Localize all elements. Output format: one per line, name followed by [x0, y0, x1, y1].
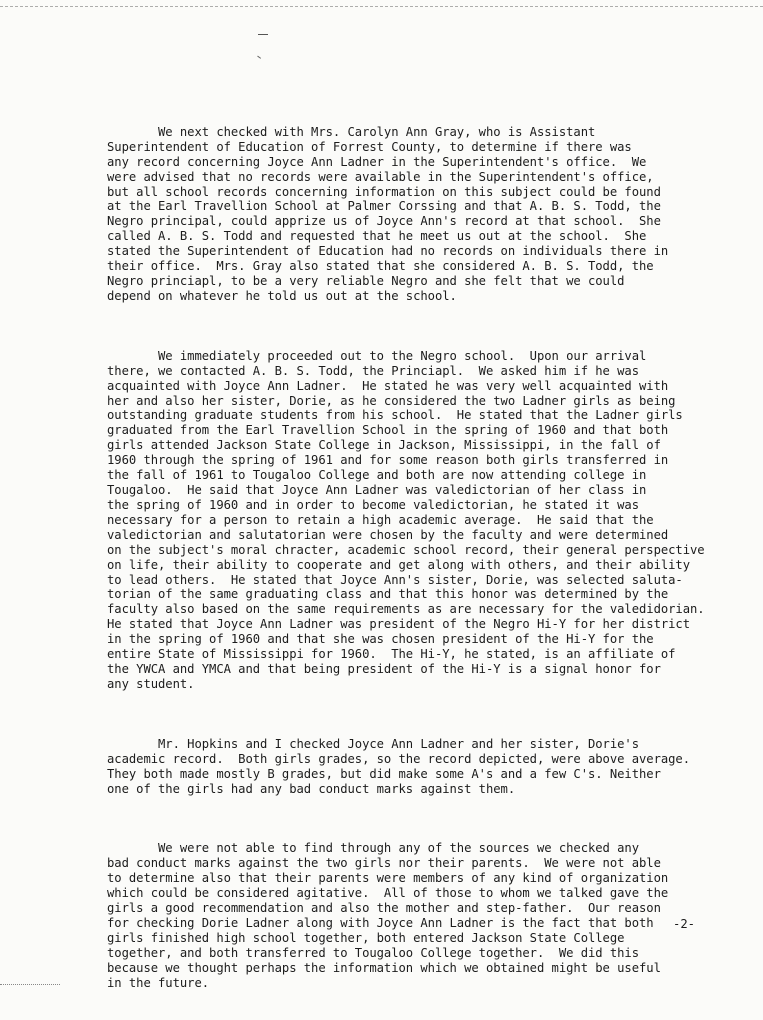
text-line: torian of the same graduating class and that this honor was determined by the: [107, 587, 669, 602]
text-line: valedictorian and salutatorian were chosen by the faculty and were determined: [107, 527, 669, 542]
text-line: Superintendent of Education of Forrest County, to determine if there was: [107, 139, 632, 154]
text-line: the fall of 1961 to Tougaloo College and both are now attending college in: [107, 468, 647, 483]
text-line: faculty also based on the same requirements as are necessary for the valedidorian.: [107, 602, 705, 617]
text-line: her and also her sister, Dorie, as he considered the two Ladner girls as being: [107, 393, 676, 408]
text-line: there, we contacted A. B. S. Todd, the Princiapl. We asked him if he was: [107, 363, 639, 378]
paragraph: [107, 841, 723, 990]
text-line: Negro princiapl, to be a very reliable Negro and she felt that we could: [107, 274, 625, 289]
text-line: to lead others. He stated that Joyce Ann's sister, Dorie, was selected saluta-: [107, 572, 683, 587]
text-line: outstanding graduate students from his school. He stated that the Ladner girls: [107, 408, 683, 423]
text-line: He stated that Joyce Ann Ladner was president of the Negro Hi-Y for her district: [107, 617, 691, 632]
text-line: We were not able to find through any of the sources we checked any: [107, 841, 639, 856]
text-line: depend on whatever he told us out at the school.: [107, 289, 457, 304]
text-line: at the Earl Travellion School at Palmer Corssing and that A. B. S. Todd, the: [107, 199, 661, 214]
text-line: acquainted with Joyce Ann Ladner. He stated he was very well acquainted with: [107, 378, 669, 393]
text-line: We next checked with Mrs. Carolyn Ann Gray, who is Assistant: [107, 124, 596, 139]
text-line: because we thought perhaps the information which we obtained might be useful: [107, 960, 661, 975]
text-line: in the spring of 1960 and that she was chosen president of the Hi-Y for the: [107, 632, 654, 647]
text-line: any record concerning Joyce Ann Ladner in the Superintendent's office. We: [107, 154, 647, 169]
text-line: graduated from the Earl Travellion School in the spring of 1960 and that both: [107, 423, 669, 438]
text-line: for checking Dorie Ladner along with Joyce Ann Ladner is the fact that both: [107, 915, 654, 930]
text-line: academic record. Both girls grades, so the record depicted, were above average.: [107, 751, 691, 766]
text-line: Negro principal, could apprize us of Joyce Ann's record at that school. She: [107, 214, 661, 229]
page-top-edge: [0, 0, 763, 7]
text-line: They both made mostly B grades, but did make some A's and a few C's. Neither: [107, 766, 661, 781]
text-line: the spring of 1960 and in order to become valedictorian, he stated it was: [107, 497, 639, 512]
text-line: their office. Mrs. Gray also stated that she considered A. B. S. Todd, the: [107, 259, 654, 274]
paragraph: [107, 349, 723, 692]
text-line: girls finished high school together, both entered Jackson State College: [107, 930, 625, 945]
text-line: on the subject's moral chracter, academic school record, their general perspective: [107, 542, 705, 557]
page-number: -2-: [673, 917, 696, 931]
stray-mark: [258, 34, 268, 35]
text-line: Mr. Hopkins and I checked Joyce Ann Ladner and her sister, Dorie's: [107, 736, 639, 751]
text-line: called A. B. S. Todd and requested that he meet us out at the school. She: [107, 229, 647, 244]
text-line: bad conduct marks against the two girls nor their parents. We were not able: [107, 856, 661, 871]
paragraph: [107, 125, 723, 304]
text-line: to determine also that their parents were members of any kind of organization: [107, 871, 669, 886]
text-line: entire State of Mississippi for 1960. The Hi-Y, he stated, is an affiliate of: [107, 647, 676, 662]
text-line: but all school records concerning information on this subject could be found: [107, 184, 661, 199]
text-line: girls attended Jackson State College in Jackson, Mississippi, in the fall of: [107, 438, 661, 453]
text-line: in the future.: [107, 975, 210, 990]
page-bottom-edge: [0, 984, 60, 987]
text-line: We immediately proceeded out to the Negro school. Upon our arrival: [107, 348, 647, 363]
paragraph: [107, 737, 723, 797]
text-line: necessary for a person to retain a high academic average. He said that the: [107, 512, 654, 527]
text-line: which could be considered agitative. All of those to whom we talked gave the: [107, 885, 669, 900]
text-line: any student.: [107, 677, 195, 692]
text-line: Tougaloo. He said that Joyce Ann Ladner was valedictorian of her class in: [107, 483, 647, 498]
text-line: on life, their ability to cooperate and get along with others, and their ability: [107, 557, 691, 572]
text-line: were advised that no records were available in the Superintendent's office,: [107, 169, 654, 184]
document-body: [107, 95, 723, 1020]
text-line: together, and both transferred to Tougaloo College together. We did this: [107, 945, 639, 960]
text-line: one of the girls had any bad conduct marks against them.: [107, 781, 516, 796]
text-line: girls a good recommendation and also the mother and step-father. Our reason: [107, 900, 661, 915]
stray-mark: [257, 53, 263, 59]
text-line: the YWCA and YMCA and that being president of the Hi-Y is a signal honor for: [107, 662, 661, 677]
text-line: stated the Superintendent of Education had no records on individuals there in: [107, 244, 669, 259]
text-line: 1960 through the spring of 1961 and for some reason both girls transferred in: [107, 453, 669, 468]
